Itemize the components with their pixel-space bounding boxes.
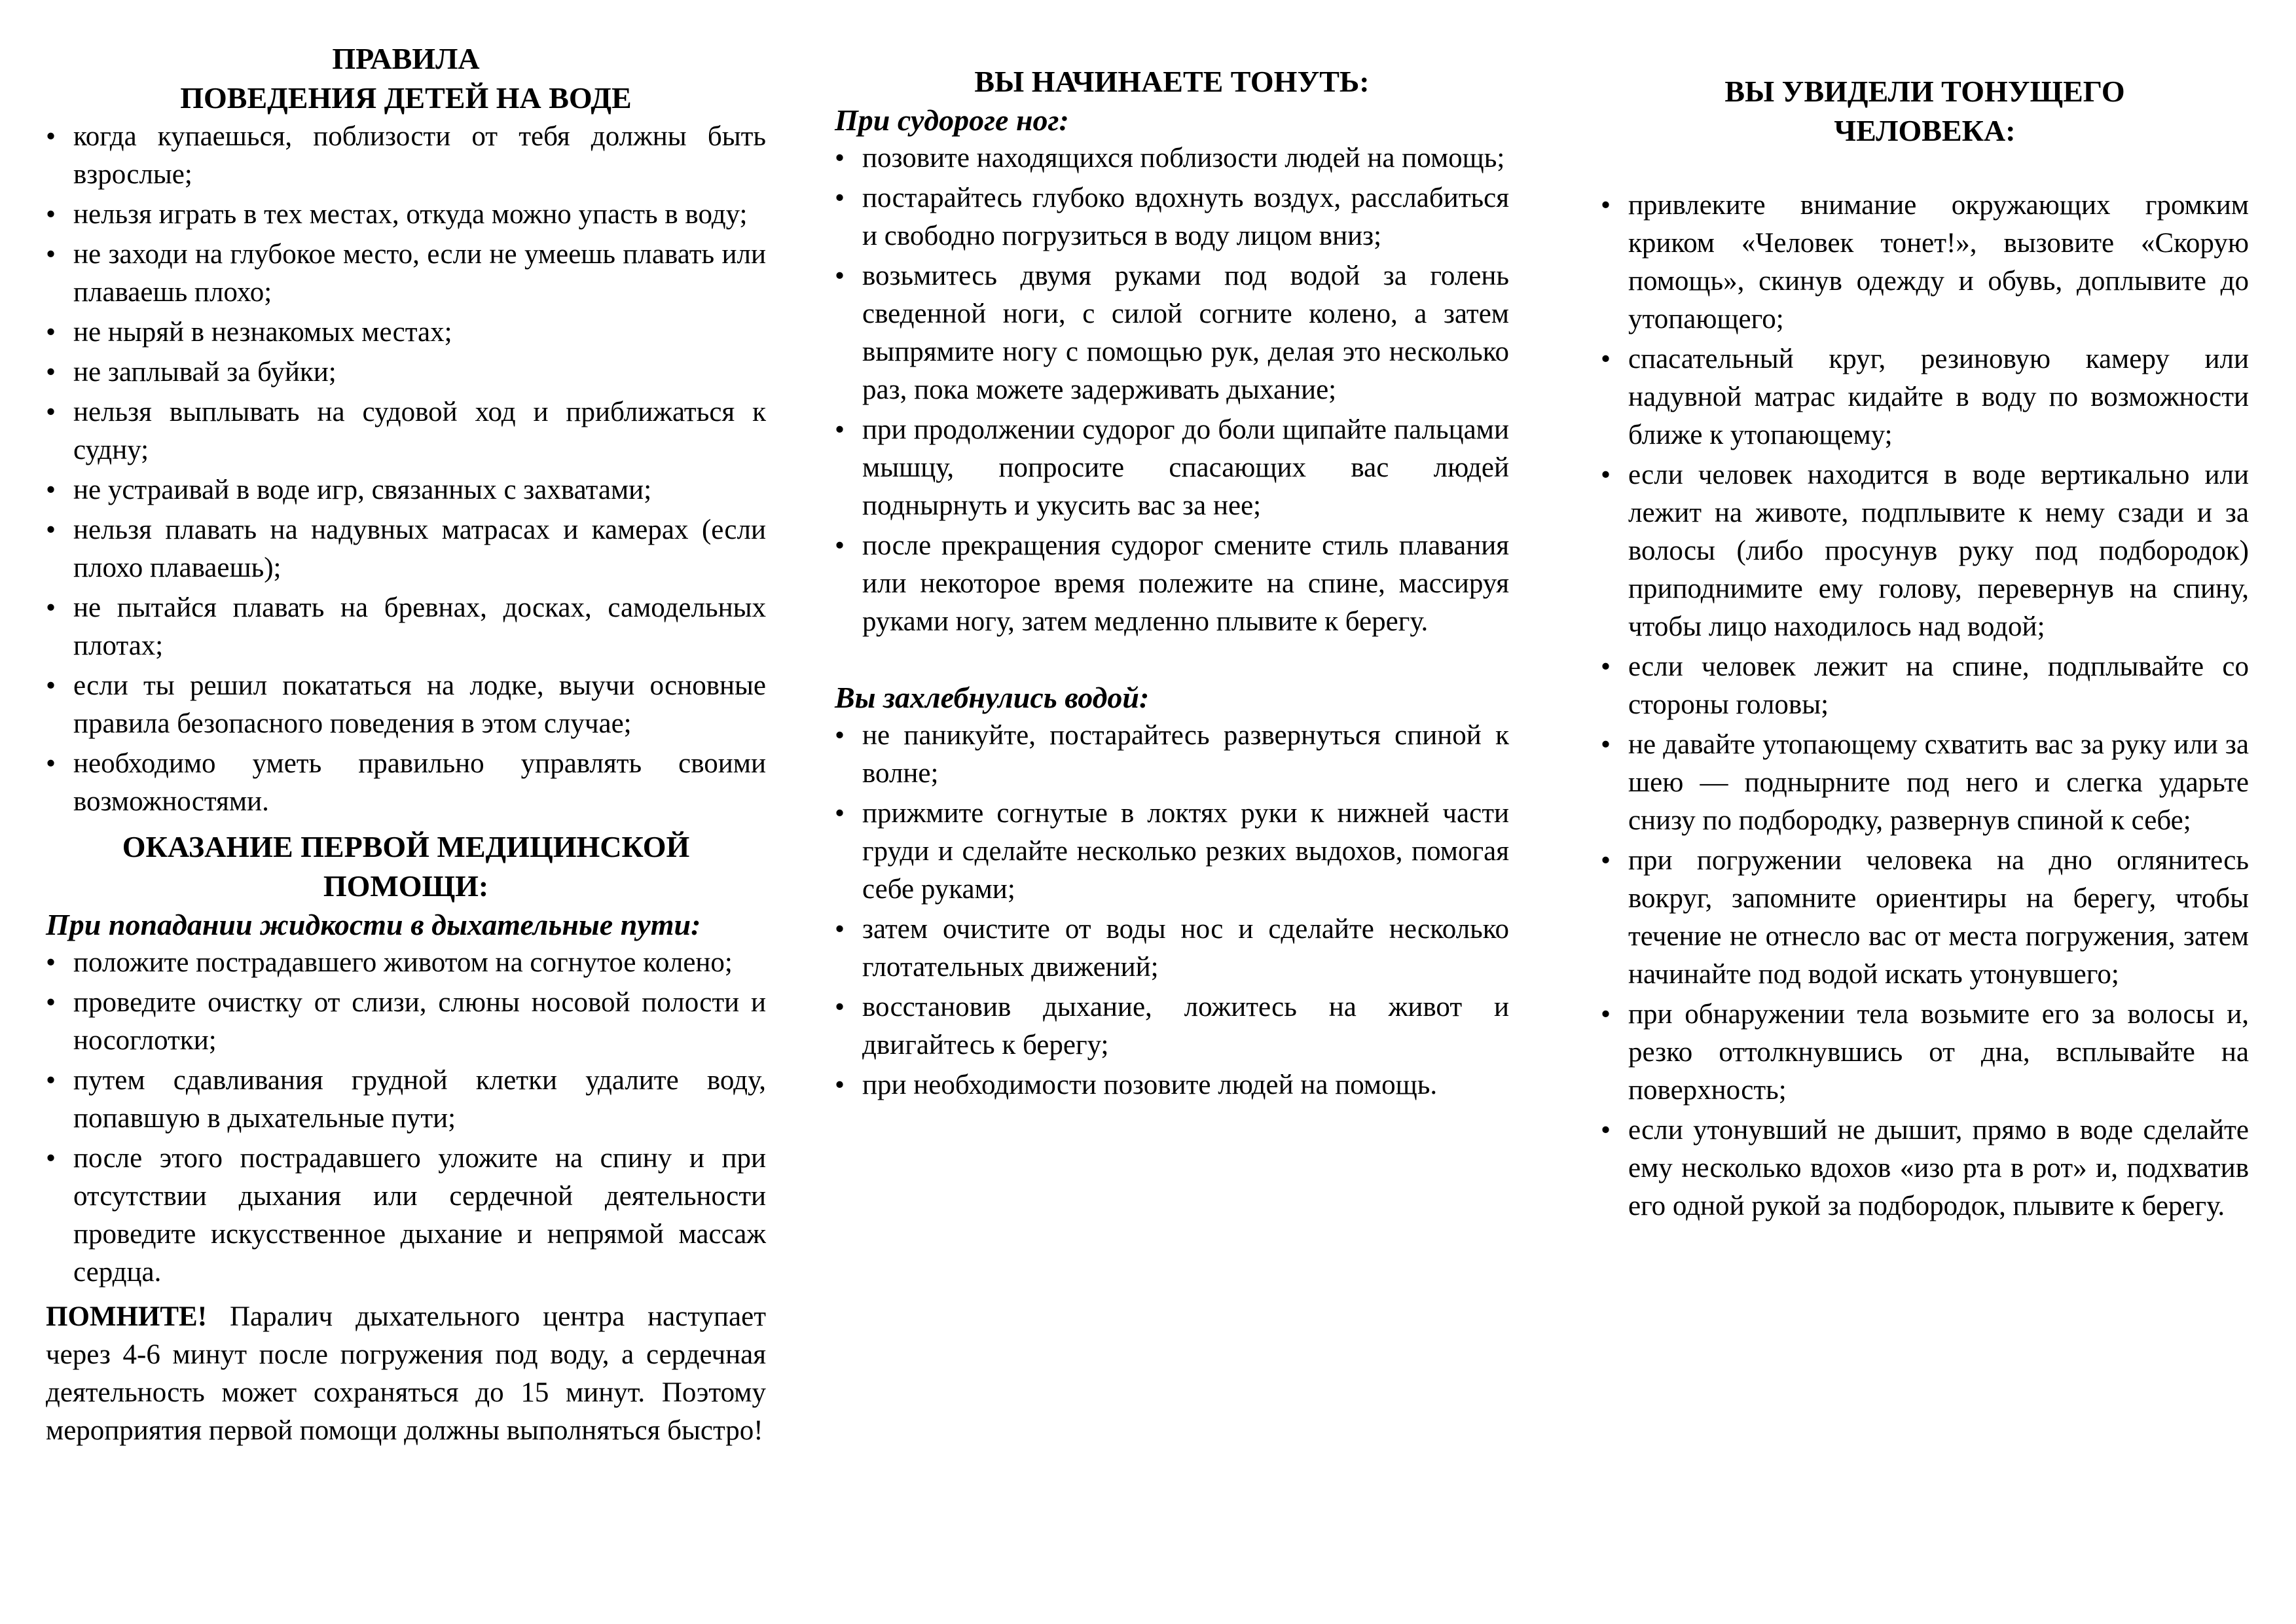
choke-step: • прижмите согнутые в локтях руки к нижней части груди и сделайте несколько резких выдохов, помогая себе руками;	[835, 795, 1509, 909]
middle-column	[835, 62, 1509, 1106]
first-aid-step: • проведите очистку от слизи, слюны носовой полости и носоглотки;	[46, 984, 766, 1060]
cramp-step: • после прекращения судорог смените стиль плавания или некоторое время полежите на спине, массируя руками ногу, затем медленно плывите к берегу.	[835, 527, 1509, 641]
first-aid-title	[46, 827, 766, 906]
rule-item: • если ты решил покататься на лодке, выучи основные правила безопасного поведения в этом случае;	[46, 667, 766, 743]
cramp-step: • возьмитесь двумя руками под водой за голень сведенной ноги, с силой согните колено, а затем выпрямите ногу с помощью рук, делая это несколько раз, пока можете задерживать дыхание;	[835, 257, 1509, 409]
rule-item: • нельзя плавать на надувных матрасах и камерах (если плохо плаваешь);	[46, 511, 766, 587]
rules-list	[46, 118, 766, 821]
rule-item: • не пытайся плавать на бревнах, досках, самодельных плотах;	[46, 589, 766, 665]
rescue-step: • спасательный круг, резиновую камеру или надувной матрас кидайте в воду по возможности ближе к утопающему;	[1601, 340, 2249, 454]
first-aid-subtitle: При попадании жидкости в дыхательные пути:	[46, 908, 701, 941]
rescue-step: • при обнаружении тела возьмите его за волосы и, резко оттолкнувшись от дна, всплывайте на поверхность;	[1601, 996, 2249, 1110]
rule-item: • не устраивай в воде игр, связанных с захватами;	[46, 471, 766, 509]
first-aid-step: • положите пострадавшего животом на согнутое колено;	[46, 944, 766, 982]
right-column	[1601, 72, 2249, 1227]
remember-label: ПОМНИТЕ!	[46, 1301, 208, 1332]
rules-title-line2: ПОВЕДЕНИЯ ДЕТЕЙ НА ВОДЕ	[180, 81, 632, 115]
rescue-step: • привлеките внимание окружающих громким криком «Человек тонет!», вызовите «Скорую помощь», скинув одежду и обувь, доплывите до утопающего;	[1601, 187, 2249, 338]
rescue-title-line2: ЧЕЛОВЕКА:	[1834, 114, 2016, 147]
rule-item: • необходимо уметь правильно управлять своими возможностями.	[46, 745, 766, 821]
rule-item: • нельзя играть в тех местах, откуда можно упасть в воду;	[46, 196, 766, 234]
rescue-step: • если человек лежит на спине, подплывайте со стороны головы;	[1601, 648, 2249, 724]
choke-subtitle: Вы захлебнулись водой:	[835, 681, 1150, 714]
choke-step: • не паникуйте, постарайтесь развернуться спиной к волне;	[835, 717, 1509, 793]
left-column	[46, 39, 766, 1450]
cramp-list	[835, 139, 1509, 641]
rule-item: • не ныряй в незнакомых местах;	[46, 314, 766, 352]
rescue-title-line1: ВЫ УВИДЕЛИ ТОНУЩЕГО	[1724, 75, 2125, 108]
rescue-title	[1601, 72, 2249, 151]
cramp-step: • позовите находящихся поблизости людей на помощь;	[835, 139, 1509, 177]
remember-text: Паралич дыхательного центра наступает через 4-6 минут после погружения под воду, а сердечная деятельность может сохраняться до 15 минут. Поэтому мероприятия первой помощи должны выполняться быстро!	[46, 1301, 766, 1446]
rule-item: • не заплывай за буйки;	[46, 353, 766, 391]
choke-step: • при необходимости позовите людей на помощь.	[835, 1066, 1509, 1104]
drowning-title: ВЫ НАЧИНАЕТЕ ТОНУТЬ:	[974, 65, 1370, 98]
rescue-step: • если человек находится в воде вертикально или лежит на животе, подплывите к нему сзади и за волосы (либо просунув руку под подбородок) приподнимите ему голову, перевернув на спину, чтобы лицо находилось над водой;	[1601, 456, 2249, 646]
rules-title	[46, 39, 766, 118]
rescue-step: • не давайте утопающему схватить вас за руку или за шею — поднырните под него и слегка ударьте снизу по подбородку, развернув спиной к себе;	[1601, 726, 2249, 840]
rule-item: • нельзя выплывать на судовой ход и приближаться к судну;	[46, 393, 766, 469]
first-aid-step: • после этого пострадавшего уложите на спину и при отсутствии дыхания или сердечной деятельности проведите искусственное дыхание и непрямой массаж сердца.	[46, 1140, 766, 1291]
first-aid-list	[46, 944, 766, 1291]
rescue-step: • при погружении человека на дно оглянитесь вокруг, запомните ориентиры на берегу, чтобы течение не отнесло вас от места погружения, затем начинайте под водой искать утонувшего;	[1601, 842, 2249, 994]
rule-item: • не заходи на глубокое место, если не умеешь плавать или плаваешь плохо;	[46, 236, 766, 312]
rules-title-line1: ПРАВИЛА	[332, 42, 480, 75]
rescue-step: • если утонувший не дышит, прямо в воде сделайте ему несколько вдохов «изо рта в рот» и, подхватив его одной рукой за подбородок, плывите к берегу.	[1601, 1111, 2249, 1225]
first-aid-step: • путем сдавливания грудной клетки удалите воду, попавшую в дыхательные пути;	[46, 1062, 766, 1138]
cramp-step: • постарайтесь глубоко вдохнуть воздух, расслабиться и свободно погрузиться в воду лицом вниз;	[835, 179, 1509, 255]
choke-step: • восстановив дыхание, ложитесь на живот и двигайтесь к берегу;	[835, 988, 1509, 1064]
rule-item: • когда купаешься, поблизости от тебя должны быть взрослые;	[46, 118, 766, 194]
first-aid-title-line2: ПОМОЩИ:	[323, 869, 489, 903]
first-aid-title-line1: ОКАЗАНИЕ ПЕРВОЙ МЕДИЦИНСКОЙ	[122, 830, 690, 863]
choke-step: • затем очистите от воды нос и сделайте несколько глотательных движений;	[835, 911, 1509, 986]
cramp-subtitle: При судороге ног:	[835, 103, 1069, 137]
cramp-step: • при продолжении судорог до боли щипайте пальцами мышцу, попросите спасающих вас людей поднырнуть и укусить вас за нее;	[835, 411, 1509, 525]
remember-note	[46, 1298, 766, 1450]
rescue-list	[1601, 187, 2249, 1225]
choke-list	[835, 717, 1509, 1104]
